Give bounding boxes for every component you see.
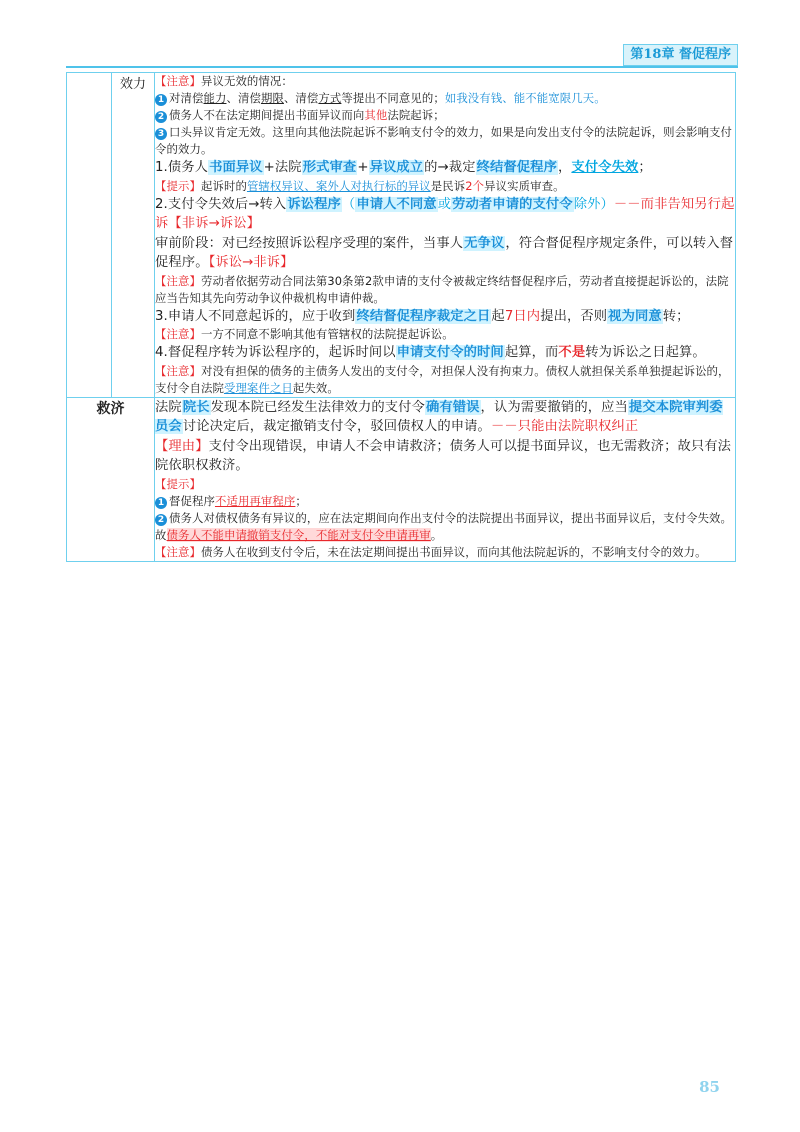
reason-line: 【理由】支付令出现错误，申请人不会申请救济；债务人可以提书面异议，也无需救济；故只有法院依职权救济。 [155, 438, 732, 473]
remedy-main: 法院院长发现本院已经发生法律效力的支付令确有错误，认为需要撤销的，应当提交本院审判委员会讨论决定后，裁定撤销支付令，驳回债权人的申请。－－只能由法院职权纠正 [155, 399, 723, 434]
tip-line: 【提示】起诉时的管辖权异议、案外人对执行标的异议是民诉2个异议实质审查。 [155, 178, 565, 193]
row-effect [67, 73, 736, 398]
note-line: 【注意】劳动者依据劳动合同法第30条第2款申请的支付令被裁定终结督促程序后，劳动者直接提起诉讼的，法院应当告知其先向劳动争议仲裁机构申请仲裁。 [155, 273, 729, 305]
note-line: 【注意】对没有担保的债务的主债务人发出的支付令，对担保人没有拘束力。债权人就担保关系单独提起诉讼的，支付令自法院受理案件之日起失效。 [155, 363, 730, 395]
tip-line: 【提示】 [155, 476, 201, 491]
row-remedy [67, 397, 736, 561]
effect-content [155, 73, 736, 398]
point-pretrial: 审前阶段：对已经按照诉讼程序受理的案件，当事人无争议，符合督促程序规定条件，可以转入督促程序。【诉讼→非诉】 [155, 235, 734, 270]
list-item: 2 债务人不在法定期间提出书面异议而向其他法院起诉； [155, 107, 735, 124]
note-line: 【注意】异议无效的情况： [155, 74, 293, 88]
note-line: 【注意】债务人在收到支付令后，未在法定期间提出书面异议，而向其他法院起诉的，不影响支付令的效力。 [155, 544, 707, 559]
point-4: 4.督促程序转为诉讼程序的，起诉时间以申请支付令的时间起算，而不是转为诉讼之日起算。 [155, 345, 706, 360]
header-rule [66, 66, 738, 68]
page-number: 85 [699, 1078, 720, 1096]
chapter-tag: 第18章 督促程序 [623, 44, 738, 66]
list-item: 2 债务人对债权债务有异议的，应在法定期间向作出支付令的法院提出书面异议，提出书面异议后，支付令失效。故债务人不能申请撤销支付令，不能对支付令申请再审。 [155, 510, 733, 542]
remedy-content [155, 397, 736, 561]
blank-cell [67, 73, 112, 398]
point-1: 1.债务人书面异议+法院形式审查+异议成立的→裁定终结督促程序，支付令失效； [155, 160, 652, 175]
content-table [66, 72, 736, 562]
point-2: 2.支付令失效后→转入诉讼程序（申请人不同意或劳动者申请的支付令除外）－－而非告知另行起诉【非诉→诉讼】 [155, 196, 735, 231]
row-label-remedy: 救济 [67, 397, 155, 561]
list-item: 1 督促程序不适用再审程序； [155, 493, 735, 510]
point-3: 3.申请人不同意起诉的，应于收到终结督促程序裁定之日起7日内提出，否则视为同意转； [155, 308, 690, 324]
row-label-effect: 效力 [112, 73, 155, 398]
note-line: 【注意】一方不同意不影响其他有管辖权的法院提起诉讼。 [155, 327, 454, 341]
list-item: 3 口头异议肯定无效。这里向其他法院起诉不影响支付令的效力，如果是向发出支付令的法院起诉，则会影响支付令的效力。 [155, 125, 733, 156]
list-item: 1 对清偿能力、清偿期限、清偿方式等提出不同意见的；如我没有钱、能不能宽限几天。 [155, 90, 735, 107]
